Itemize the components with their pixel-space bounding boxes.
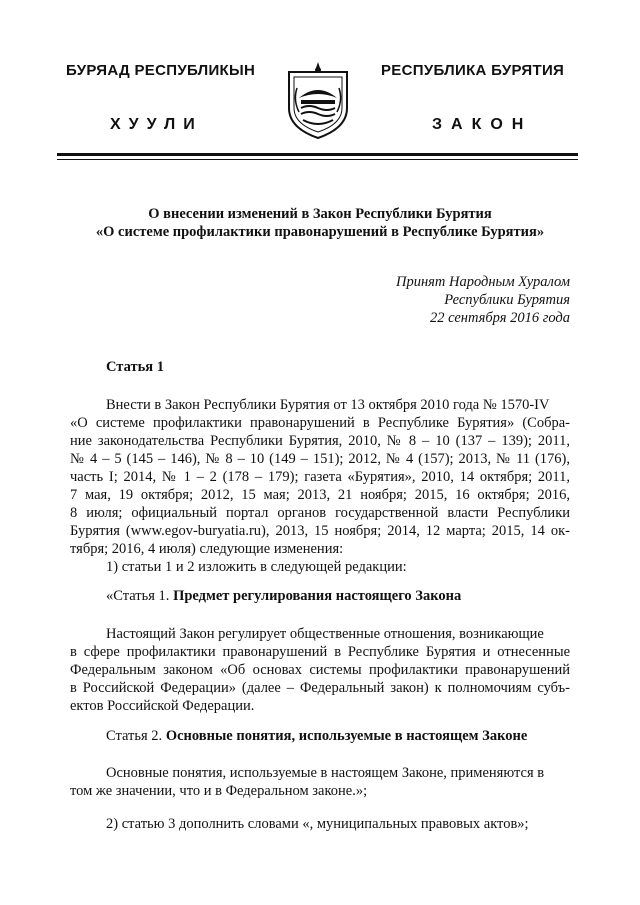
paragraph-line: тября; 2016, 4 июля) следующие изменения: bbox=[70, 541, 344, 557]
header-left-republic-name: БУРЯАД РЕСПУБЛИКЫН bbox=[66, 62, 256, 79]
sub-article-1-heading bbox=[106, 587, 461, 605]
paragraph-line: в Российской Федерации» (далее – Федеральный закон) к полномочиям субъ- bbox=[70, 680, 570, 696]
header-divider-thin bbox=[57, 159, 578, 160]
paragraph-line: № 4 – 5 (145 – 146), № 8 – 10 (149 – 151); 2012, № 4 (157); 2013, № 11 (176), bbox=[70, 451, 570, 467]
sub-article-2-heading bbox=[106, 727, 527, 745]
law-title-line-2: «О системе профилактики правонарушений в Республике Бурятия» bbox=[95, 224, 545, 240]
adopted-by-line-1: Принят Народным Хуралом bbox=[395, 274, 570, 290]
amendment-item-1: 1) статьи 1 и 2 изложить в следующей редакции: bbox=[106, 559, 407, 575]
paragraph-line: 8 июля; официальный портал органов государственной власти Республики bbox=[70, 505, 570, 521]
paragraph-line: Бурятия (www.egov-buryatia.ru), 2013, 15 ноября; 2014, 12 марта; 2015, 14 ок- bbox=[70, 523, 570, 539]
paragraph-line: в сфере профилактики правонарушений в Республике Бурятия и отнесенные bbox=[70, 644, 570, 660]
sub-article-2-prefix: Статья 2. bbox=[106, 728, 163, 744]
paragraph-line: том же значении, что и в Федеральном законе.»; bbox=[70, 783, 368, 799]
coat-of-arms-emblem bbox=[285, 58, 351, 140]
law-title-line-1: О внесении изменений в Закон Республики Бурятия bbox=[148, 206, 492, 222]
header-right-republic-name: РЕСПУБЛИКА БУРЯТИЯ bbox=[381, 62, 565, 79]
adopted-date: 22 сентября 2016 года bbox=[429, 310, 570, 326]
sub-article-1-title: Предмет регулирования настоящего Закона bbox=[173, 588, 462, 604]
header-divider-thick bbox=[57, 153, 578, 156]
sub-article-2-title: Основные понятия, используемые в настоящем Законе bbox=[165, 728, 528, 744]
paragraph-line: Внести в Закон Республики Бурятия от 13 октября 2010 года № 1570-IV bbox=[106, 397, 550, 413]
adopted-by-line-2: Республики Бурятия bbox=[444, 292, 570, 308]
paragraph-line: часть I; 2014, № 1 – 2 (178 – 179); газета «Бурятия», 2010, 14 октября; 2011, bbox=[70, 469, 570, 485]
paragraph-line: Федеральным законом «Об основах системы профилактики правонарушений bbox=[70, 662, 570, 678]
paragraph-line: 7 мая, 19 октября; 2012, 15 мая; 2013, 21 ноября; 2015, 16 октября; 2016, bbox=[70, 487, 570, 503]
amendment-item-2: 2) статью 3 дополнить словами «, муниципальных правовых актов»; bbox=[106, 816, 529, 832]
header-right-law-word: ЗАКОН bbox=[432, 116, 533, 133]
paragraph-line: ектов Российской Федерации. bbox=[70, 698, 255, 714]
article-1-heading: Статья 1 bbox=[106, 359, 164, 375]
sub-article-1-prefix: «Статья 1. bbox=[106, 588, 170, 604]
header-left-law-word: ХУУЛИ bbox=[110, 116, 203, 133]
paragraph-line: ние законодательства Республики Бурятия, 2010, № 8 – 10 (137 – 139); 2011, bbox=[70, 433, 570, 449]
paragraph-line: Настоящий Закон регулирует общественные отношения, возникающие bbox=[106, 626, 544, 642]
paragraph-line: «О системе профилактики правонарушений в Республике Бурятия» (Собра- bbox=[70, 415, 570, 431]
paragraph-line: Основные понятия, используемые в настоящем Законе, применяются в bbox=[106, 765, 545, 781]
